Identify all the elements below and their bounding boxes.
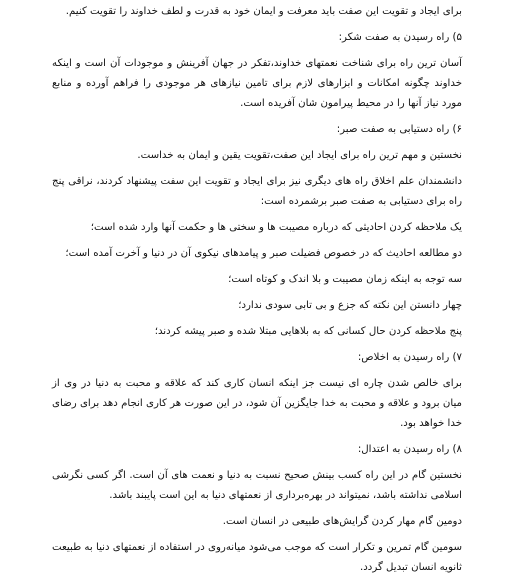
list-item-sabr-3: سه توجه به اینکه زمان مصیبت و بلا اندک و کوتاه است؛ (228, 274, 462, 285)
list-item-sabr-5: پنج ملاحظه کردن حال کسانی که به بلاهایی مبتلا شده و صبر پیشه کردند؛ (154, 326, 462, 337)
paragraph-itidal-step1: نخستین گام در این راه کسب بینش صحیح نسبت به دنیا و نعمت های آن است. اگر کسی نگرشی اسلامی نداشته باشد، نمیتواند در بهره‌برداری از نعمتهای دنیا به این است پایبند باشد. (52, 470, 462, 501)
paragraph-sabr-scholars: دانشمندان علم اخلاق راه های دیگری نیز برای ایجاد و تقویت این سفت پیشنهاد کردند، نراقی پنج راه برای دستیابی به صفت صبر برشمرده است: (52, 176, 462, 207)
paragraph-sabr-main: نخستین و مهم ترین راه برای ایجاد این صفت،تقویت یقین و ایمان به خداست. (137, 150, 462, 161)
paragraph-ikhlas: برای خالص شدن چاره ای نیست جز اینکه انسان کاری کند که علاقه و محبت به دنیا در وی از میان برود و علاقه و محبت به خدا جایگزین آن شود، در این صورت هر کاری انجام دهد برای رضای خدا خواهد بود. (52, 378, 462, 429)
heading-shukr: ۵) راه رسیدن به صفت شکر: (338, 32, 462, 43)
list-item-sabr-4: چهار دانستن این نکته که جزع و بی تابی سودی ندارد؛ (238, 300, 462, 311)
paragraph-itidal-step2: دومین گام مهار کردن گرایش‌های طبیعی در انسان است. (222, 516, 462, 527)
heading-itidal: ۸) راه رسیدن به اعتدال: (357, 444, 462, 455)
paragraph-shukr: آسان ترین راه برای شناخت نعمتهای خداوند،تفکر در جهان آفرینش و موجودات آن است و اینکه خداوند چگونه امکانات و ابزارهای لازم برای تامین نیازهای هر موجودی را فراهم آورده و منابع مورد نیاز آنها را در محیط پیرامون شان آفریده است. (52, 58, 462, 109)
paragraph-itidal-step3: سومین گام تمرین و تکرار است که موجب می‌شود میانه‌روی در استفاده از نعمتهای دنیا به طبیعت ثانویه انسان تبدیل گردد. (52, 542, 462, 573)
heading-sabr: ۶) راه دستیابی به صفت صبر: (336, 124, 462, 135)
list-item-sabr-2: دو مطالعه احادیث که در خصوص فضیلت صبر و پیامدهای نیکوی آن در دنیا و آخرت آمده است؛ (65, 248, 462, 259)
heading-ikhlas: ۷) راه رسیدن به اخلاص: (357, 352, 462, 363)
paragraph-intro: برای ایجاد و تقویت این صفت باید معرفت و ایمان خود به قدرت و لطف خداوند را تقویت کنیم. (65, 6, 462, 17)
list-item-sabr-1: یک ملاحظه کردن احادیثی که درباره مصیبت ها و سختی ها و حکمت آنها وارد شده است؛ (90, 222, 462, 233)
